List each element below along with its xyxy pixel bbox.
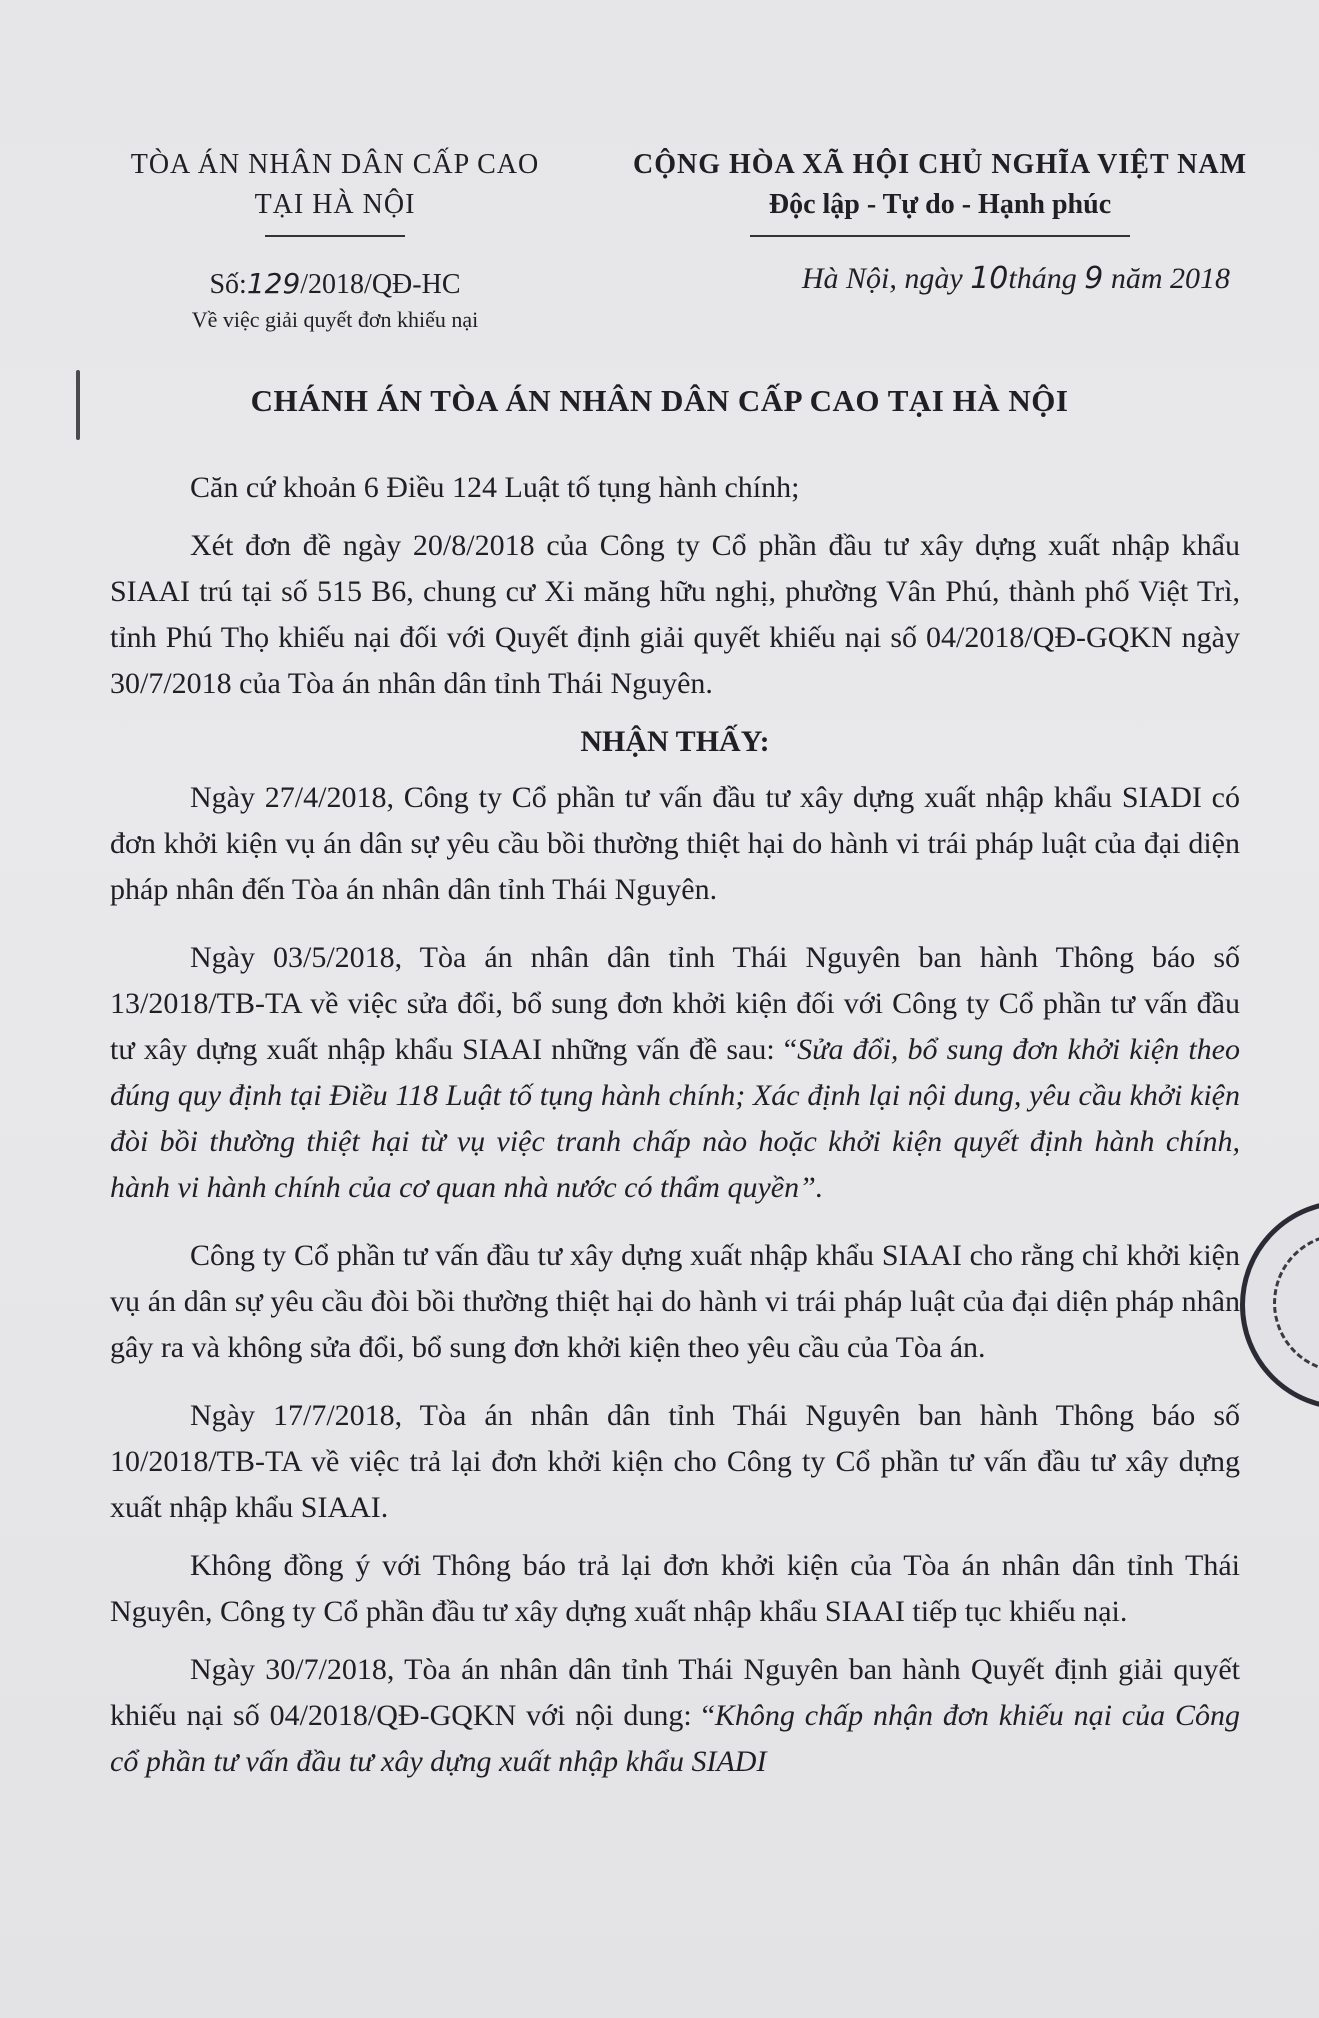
paragraph-27-4: Ngày 27/4/2018, Công ty Cổ phần tư vấn đầu tư xây dựng xuất nhập khẩu SIADI có đơn khởi kiện vụ án dân sự yêu cầu bồi thường thiệt hại do hành vi trái pháp luật của đại diện pháp nhân đến Tòa án nhân dân tỉnh Thái Nguyên.	[110, 781, 1240, 906]
date-part1: Hà Nội, ngày	[801, 262, 971, 295]
paragraph-disagree: Không đồng ý với Thông báo trả lại đơn khởi kiện của Tòa án nhân dân tỉnh Thái Nguyên, Công ty Cổ phần đầu tư xây dựng xuất nhập khẩu SIAAI tiếp tục khiếu nại.	[110, 1549, 1240, 1628]
national-motto: Độc lập - Tự do - Hạnh phúc	[768, 189, 1112, 220]
date-day: 10	[970, 261, 1009, 296]
paragraph-03-5-text: Ngày 03/5/2018, Tòa án nhân dân tỉnh Thái Nguyên ban hành Thông báo số 13/2018/TB-TA về việc sửa đổi, bổ sung đơn khởi kiện đối với Công ty Cổ phần tư vấn đầu tư xây dựng xuất nhập khẩu SIAAI những vấn đề sau: “	[110, 941, 1240, 1066]
header-left-rule	[265, 235, 405, 237]
paragraph-17-7: Ngày 17/7/2018, Tòa án nhân dân tỉnh Thái Nguyên ban hành Thông báo số 10/2018/TB-TA về việc trả lại đơn khởi kiện cho Công ty Cổ phần tư vấn đầu tư xây dựng xuất nhập khẩu SIAAI.	[110, 1399, 1240, 1524]
document-number	[110, 265, 560, 304]
number-handwritten: 129	[246, 267, 301, 300]
court-name-line1: TÒA ÁN NHÂN DÂN CẤP CAO	[130, 149, 540, 180]
document-body	[110, 465, 1240, 1797]
header-left	[110, 145, 560, 336]
court-name-line2: TẠI HÀ NỘI	[254, 189, 416, 220]
header-right	[620, 145, 1260, 299]
paragraph-legal-basis: Căn cứ khoản 6 Điều 124 Luật tố tụng hành chính;	[190, 471, 800, 504]
date-month: 9	[1084, 261, 1104, 296]
nation-name: CỘNG HÒA XÃ HỘI CHỦ NGHĨA VIỆT NAM	[632, 149, 1248, 180]
date-part3: năm 2018	[1103, 262, 1230, 295]
document-date	[620, 259, 1260, 299]
paragraph-03-5	[110, 935, 1240, 1211]
paragraph-30-7	[110, 1647, 1240, 1785]
paragraph-03-5-quote: Sửa đổi, bổ sung đơn khởi kiện theo đúng quy định tại Điều 118 Luật tố tụng hành chính; Xác định lại nội dung, yêu cầu khởi kiện đòi bồi thường thiệt hại từ vụ việc tranh chấp nào hoặc khởi kiện quyết định hành chính, hành vi hành chính của cơ quan nhà nước có thẩm quyền”.	[110, 1033, 1240, 1204]
header-right-rule	[750, 235, 1130, 237]
paragraph-petition: Xét đơn đề ngày 20/8/2018 của Công ty Cổ phần đầu tư xây dựng xuất nhập khẩu SIAAI trú tại số 515 B6, chung cư Xi măng hữu nghị, phường Vân Phú, thành phố Việt Trì, tỉnh Phú Thọ khiếu nại đối với Quyết định giải quyết khiếu nại số 04/2018/QĐ-GQKN ngày 30/7/2018 của Tòa án nhân dân tỉnh Thái Nguyên.	[110, 529, 1240, 700]
number-suffix: /2018/QĐ-HC	[300, 269, 461, 300]
seal-inner-ring	[1273, 1233, 1319, 1373]
document-subject: Về việc giải quyết đơn khiếu nại	[191, 307, 479, 332]
paragraph-company-claim: Công ty Cổ phần tư vấn đầu tư xây dựng xuất nhập khẩu SIAAI cho rằng chỉ khởi kiện vụ án dân sự yêu cầu đòi bồi thường thiệt hại do hành vi trái pháp luật của đại diện pháp nhân gây ra và không sửa đổi, bổ sung đơn khởi kiện theo yêu cầu của Tòa án.	[110, 1239, 1240, 1364]
paragraph-30-7-text: Ngày 30/7/2018, Tòa án nhân dân tỉnh Thái Nguyên ban hành Quyết định giải quyết khiếu nại số 04/2018/QĐ-GQKN với nội dung: “	[110, 1653, 1240, 1732]
court-seal-stamp	[1240, 1200, 1319, 1410]
date-part2: tháng	[1008, 262, 1085, 295]
document-title: CHÁNH ÁN TÒA ÁN NHÂN DÂN CẤP CAO TẠI HÀ NỘI	[250, 383, 1069, 418]
number-prefix: Số:	[209, 269, 247, 300]
section-heading: NHẬN THẤY:	[580, 725, 770, 758]
paragraph-30-7-quote: Không chấp nhận đơn khiếu nại của Công cổ phần tư vấn đầu tư xây dựng xuất nhập khẩu SIADI	[110, 1699, 1240, 1778]
